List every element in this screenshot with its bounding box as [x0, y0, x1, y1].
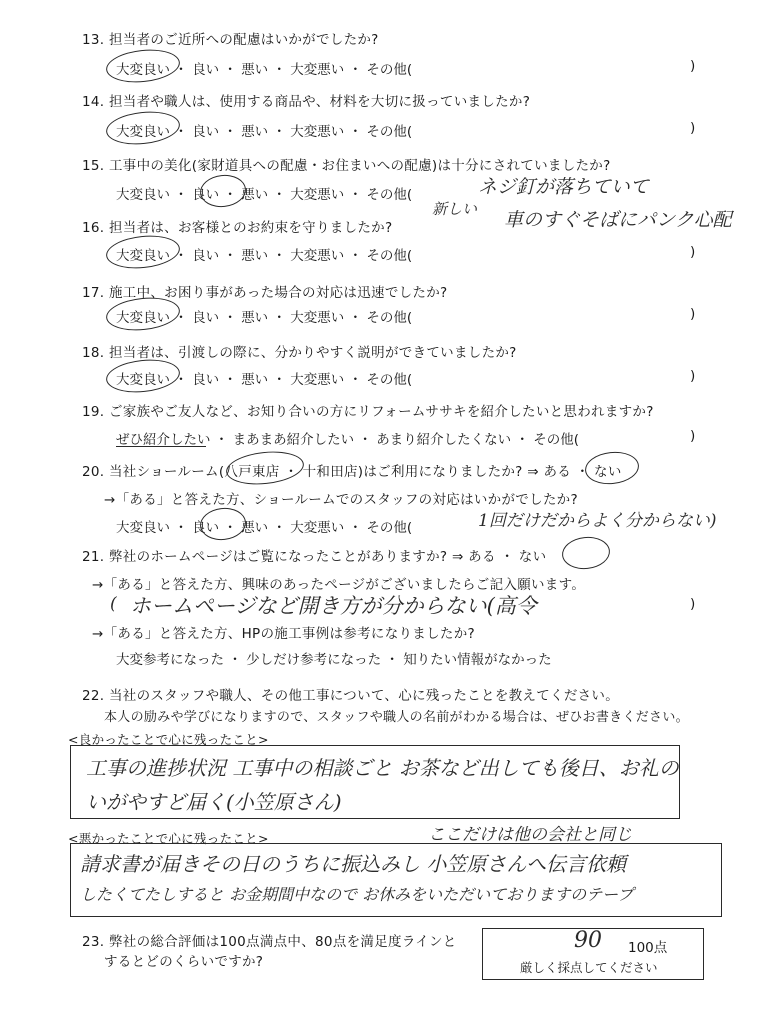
q21-option-3[interactable]: 知りたい情報がなかった [403, 652, 552, 668]
q20-yes[interactable]: ある [543, 464, 572, 480]
q15-options: 大変良い ・ 良い ・ 悪い ・ 大変悪い ・ その他( [116, 187, 413, 203]
q17-question [82, 281, 448, 301]
q15-option-2[interactable]: 良い [192, 187, 220, 203]
q18-option-3[interactable]: 悪い [241, 372, 269, 388]
q21-close: ) [690, 596, 696, 612]
q15-handwritten-comment-2: 新しい [432, 200, 478, 218]
q17-text: 施工中、お困り事があった場合の対応は迅速でしたか? [108, 285, 448, 301]
q16-option-2[interactable]: 良い [192, 248, 220, 264]
q21-no-circle [560, 535, 611, 572]
q15-option-3[interactable]: 悪い [241, 187, 269, 203]
q14-option-3[interactable]: 悪い [241, 124, 269, 140]
q14-option-1[interactable]: 大変良い [116, 124, 170, 140]
q15-option-4[interactable]: 大変悪い [290, 187, 345, 203]
q17-option-4[interactable]: 大変悪い [290, 310, 345, 326]
q14-option-5[interactable]: その他( [366, 124, 413, 140]
q17-option-3[interactable]: 悪い [241, 310, 269, 326]
q14-number: 14. [82, 94, 105, 110]
q18-option-5[interactable]: その他( [366, 372, 413, 388]
q20-question: 20. 当社ショールーム(八戸東店 ・ 十和田店)はご利用になりましたか? ⇒ ある ・ ない [82, 464, 622, 480]
q16-option-5[interactable]: その他( [366, 248, 413, 264]
q21-no[interactable]: ない [518, 549, 547, 565]
q17-number: 17. [82, 285, 105, 301]
q20-options: 大変良い ・ 良い ・ 悪い ・ 大変悪い ・ その他( [116, 520, 413, 536]
q23-score-note: 厳しく採点してください [520, 960, 658, 975]
q21-question: 21. 弊社のホームページはご覧になったことがありますか? ⇒ ある ・ ない [82, 549, 547, 565]
q16-close: ) [690, 244, 696, 260]
q20-option-5[interactable]: その他( [366, 520, 413, 536]
q20-no[interactable]: ない [594, 464, 622, 480]
q13-option-2[interactable]: 良い [192, 62, 220, 78]
q21-option-1[interactable]: 大変参考になった [116, 652, 224, 668]
q21-open-paren: ( [110, 594, 117, 614]
q22-question [82, 684, 619, 704]
q20-store-hachinohe[interactable]: 八戸東店 [224, 464, 280, 480]
q13-close: ) [690, 58, 696, 74]
q15-option-1[interactable]: 大変良い [116, 187, 170, 203]
q14-option-4[interactable]: 大変悪い [290, 124, 345, 140]
q15-handwritten-comment-1: ネジ釘が落ちていて [478, 176, 649, 198]
q13-option-3[interactable]: 悪い [241, 62, 269, 78]
q19-option-4[interactable]: その他( [533, 432, 580, 448]
q20-text-end: )はご利用になりましたか? ⇒ [357, 464, 539, 480]
q21-subquestion-1: →「ある」と答えた方、興味のあったページがございましたらご記入願います。 [92, 577, 586, 593]
q13-option-1[interactable]: 大変良い [116, 62, 170, 78]
q19-number: 19. [82, 404, 105, 420]
q20-option-4[interactable]: 大変悪い [290, 520, 345, 536]
q18-question [82, 341, 517, 361]
q22-good-line-1: 工事の進捗状況 工事中の相談ごと お茶など出しても後日、お礼の [86, 756, 679, 780]
q16-option-4[interactable]: 大変悪い [290, 248, 345, 264]
q22-good-label: <良かったことで心に残ったこと> [68, 732, 269, 747]
q14-close: ) [690, 120, 696, 136]
q13-number: 13. [82, 32, 105, 48]
q23-number: 23. [82, 934, 105, 950]
q13-question [82, 28, 379, 48]
q23-score-max: 100点 [628, 940, 668, 956]
q13-text: 担当者のご近所への配慮はいかがでしたか? [108, 32, 379, 48]
q13-option-4[interactable]: 大変悪い [290, 62, 345, 78]
q18-text: 担当者は、引渡しの際に、分かりやすく説明ができていましたか? [108, 345, 517, 361]
q19-text: ご家族やご友人など、お知り合いの方にリフォームササキを紹介したいと思われますか? [108, 404, 654, 420]
q14-question [82, 90, 530, 110]
q20-option-2[interactable]: 良い [192, 520, 220, 536]
q23-score-value: 90 [574, 928, 602, 953]
q19-question [82, 400, 654, 420]
q14-options: 大変良い ・ 良い ・ 悪い ・ 大変悪い ・ その他( [116, 124, 413, 140]
q19-option-1[interactable]: ぜひ紹介したい [116, 432, 211, 448]
q15-option-5[interactable]: その他( [366, 187, 413, 203]
q18-option-1[interactable]: 大変良い [116, 372, 170, 388]
q18-options: 大変良い ・ 良い ・ 悪い ・ 大変悪い ・ その他( [116, 372, 413, 388]
q16-option-1[interactable]: 大変良い [116, 248, 170, 264]
q20-subquestion: →「ある」と答えた方、ショールームでのスタッフの対応はいかがでしたか? [104, 492, 578, 508]
q22-number: 22. [82, 688, 105, 704]
q19-option-2[interactable]: まあまあ紹介したい [232, 432, 355, 448]
q18-close: ) [690, 368, 696, 384]
q21-yes[interactable]: ある [468, 549, 496, 565]
q22-bad-line-1: 請求書が届きその日のうちに振込みし 小笠原さんへ伝言依頼 [80, 852, 626, 876]
q19-close: ) [690, 428, 696, 444]
q15-text: 工事中の美化(家財道具への配慮・お住まいへの配慮)は十分にされていましたか? [108, 158, 611, 174]
q22-text-2: 本人の励みや学びになりますので、スタッフや職人の名前がわかる場合は、ぜひお書きください。 [104, 710, 689, 725]
q17-option-2[interactable]: 良い [192, 310, 220, 326]
q22-bad-line-2: したくてたしすると お金期間中なので お休みをいただいておりますのテープ [80, 885, 634, 904]
q21-text: 弊社のホームページはご覧になったことがありますか? ⇒ [108, 549, 464, 565]
q20-option-1[interactable]: 大変良い [116, 520, 170, 536]
q20-number: 20. [82, 464, 105, 480]
q16-option-3[interactable]: 悪い [241, 248, 269, 264]
q21-options: 大変参考になった ・ 少しだけ参考になった ・ 知りたい情報がなかった [116, 652, 552, 668]
q23-text-2: するとどのくらいですか? [104, 954, 264, 970]
q18-number: 18. [82, 345, 105, 361]
q15-handwritten-comment-3: 車のすぐそばにパンク心配 [504, 209, 732, 231]
q19-options: ぜひ紹介したい ・ まあまあ紹介したい ・ あまり紹介したくない ・ その他( [116, 432, 580, 448]
q13-options: 大変良い ・ 良い ・ 悪い ・ 大変悪い ・ その他( [116, 62, 413, 78]
q21-option-2[interactable]: 少しだけ参考になった [246, 652, 382, 668]
q19-answer-underline [116, 446, 206, 447]
q17-option-5[interactable]: その他( [366, 310, 413, 326]
q18-option-2[interactable]: 良い [192, 372, 220, 388]
q17-option-1[interactable]: 大変良い [116, 310, 170, 326]
q15-question [82, 154, 611, 174]
q22-text: 当社のスタッフや職人、その他工事について、心に残ったことを教えてください。 [108, 688, 620, 704]
q21-number: 21. [82, 549, 105, 565]
q17-options: 大変良い ・ 良い ・ 悪い ・ 大変悪い ・ その他( [116, 310, 413, 326]
q14-option-2[interactable]: 良い [192, 124, 220, 140]
q22-bad-note: ここだけは他の会社と同じ [428, 825, 632, 845]
q21-subquestion-2: →「ある」と答えた方、HPの施工事例は参考になりましたか? [92, 626, 475, 642]
q22-good-line-2: いがやすど届く(小笠原さん) [86, 790, 342, 814]
q20-text: 当社ショールーム( [108, 464, 225, 480]
q20-option-3[interactable]: 悪い [241, 520, 269, 536]
q19-option-3[interactable]: あまり紹介したくない [376, 432, 512, 448]
q16-text: 担当者は、お客様とのお約束を守りましたか? [108, 220, 393, 236]
q17-close: ) [690, 306, 696, 322]
q16-number: 16. [82, 220, 105, 236]
q16-question [82, 216, 392, 236]
q16-options: 大変良い ・ 良い ・ 悪い ・ 大変悪い ・ その他( [116, 248, 413, 264]
q14-text: 担当者や職人は、使用する商品や、材料を大切に扱っていましたか? [108, 94, 531, 110]
q20-handwritten-comment: 1回だけだからよく分からない) [478, 511, 717, 531]
q20-store-towada[interactable]: 十和田店 [302, 464, 358, 480]
q13-option-5[interactable]: その他( [366, 62, 413, 78]
q22-bad-label: <悪かったことで心に残ったこと> [68, 831, 269, 846]
q21-handwritten-comment: ホームページなど開き方が分からない(高令 [130, 594, 537, 618]
q18-option-4[interactable]: 大変悪い [290, 372, 345, 388]
q23-text-1: 弊社の総合評価は100点満点中、80点を満足度ラインと [108, 934, 457, 950]
q23-question [82, 930, 457, 950]
q15-number: 15. [82, 158, 105, 174]
